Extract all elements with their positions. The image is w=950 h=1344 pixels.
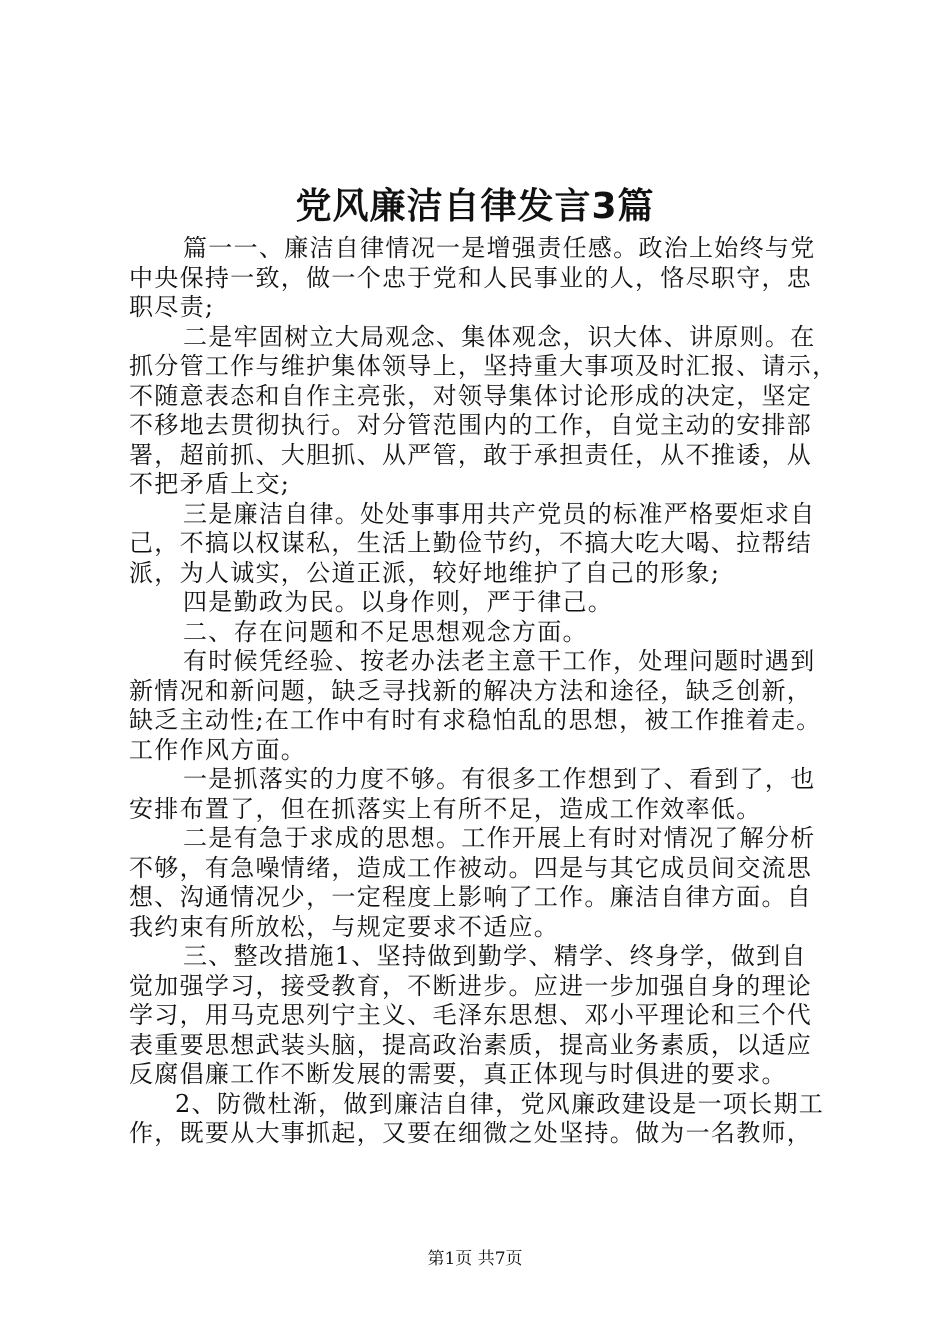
body-line: 不随意表态和自作主亮张，对领导集体讨论形成的决定，坚定: [129, 381, 813, 410]
body-line: 不够，有急噪情绪，造成工作被动。四是与其它成员间交流思: [129, 853, 813, 882]
body-line: 署，超前抓、大胆抓、从严管，敢于承担责任，从不推诿，从: [129, 440, 813, 469]
body-line: 觉加强学习，接受教育，不断进步。应进一步加强自身的理论: [129, 971, 813, 1000]
body-line: 己，不搞以权谋私，生活上勤俭节约，不搞大吃大喝、拉帮结: [129, 529, 813, 557]
body-line: 缺乏主动性;在工作中有时有求稳怕乱的思想，被工作推着走。: [129, 706, 822, 734]
body-line: 三是廉洁自律。处处事事用共产党员的标准严格要炬求自: [183, 499, 816, 528]
document-title: 党风廉洁自律发言3篇: [295, 186, 655, 227]
document-body: [129, 234, 838, 1149]
body-line: 二是牢固树立大局观念、集体观念，识大体、讲原则。在: [183, 322, 816, 351]
body-line: 抓分管工作与维护集体领导上，坚持重大事项及时汇报、请示，: [129, 352, 838, 380]
body-line: 二是有急于求成的思想。工作开展上有时对情况了解分析: [183, 824, 816, 852]
body-line: 四是勤政为民。以身作则，严于律己。: [183, 588, 614, 616]
body-line: 安排布置了，但在抓落实上有所不足，造成工作效率低。: [129, 794, 762, 823]
body-line: 一是抓落实的力度不够。有很多工作想到了、看到了，也: [183, 765, 816, 793]
body-line: 工作作风方面。: [129, 735, 307, 764]
body-line: 新情况和新问题，缺乏寻找新的解决方法和途径，缺乏创新，: [129, 676, 813, 705]
body-line: 表重要思想武装头脑，提高政治素质，提高业务素质，以适应: [129, 1030, 813, 1059]
body-line: 三、整改措施1、坚持做到勤学、精学、终身学，做到自: [183, 942, 807, 970]
page-footer: 第1页 共7页: [427, 1249, 523, 1269]
body-line: 不移地去贯彻执行。对分管范围内的工作，自觉主动的安排部: [129, 411, 813, 439]
body-line: 我约束有所放松，与规定要求不适应。: [129, 912, 560, 941]
body-line: 不把矛盾上交;: [129, 470, 291, 498]
body-line: 2、防微杜渐，做到廉洁自律，党风廉政建设是一项长期工: [175, 1089, 825, 1118]
body-line: 派，为人诚实，公道正派，较好地维护了自己的形象;: [129, 558, 721, 587]
body-line: 二、存在问题和不足思想观念方面。: [183, 617, 588, 646]
body-line: 想、沟通情况少，一定程度上影响了工作。廉洁自律方面。自: [129, 883, 813, 911]
body-line: 篇一一、廉洁自律情况一是增强责任感。政治上始终与党: [183, 234, 816, 262]
body-line: 反腐倡廉工作不断发展的需要，真正体现与时俱进的要求。: [129, 1060, 787, 1088]
body-line: 职尽责;: [129, 293, 215, 321]
body-line: 有时候凭经验、按老办法老主意干工作，处理问题时遇到: [183, 647, 816, 675]
body-line: 学习，用马克思列宁主义、毛泽东思想、邓小平理论和三个代: [129, 1001, 813, 1029]
body-line: 中央保持一致，做一个忠于党和人民事业的人，恪尽职守，忠: [129, 263, 813, 292]
body-line: 作，既要从大事抓起，又要在细微之处坚持。做为一名教师，: [129, 1119, 813, 1147]
